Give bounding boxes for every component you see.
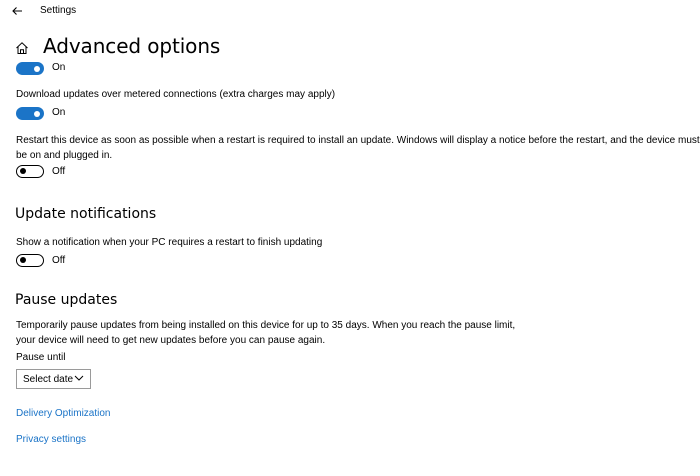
- metered-toggle-state: On: [52, 107, 66, 118]
- notification-description: Show a notification when your PC requires a restart to finish updating: [16, 237, 323, 248]
- pause-date-select[interactable]: [16, 369, 91, 389]
- update-notifications-heading: Update notifications: [15, 206, 157, 222]
- home-button[interactable]: [14, 40, 30, 56]
- select-value: Select date: [23, 373, 74, 385]
- toggle-knob: [34, 111, 40, 117]
- toggle-knob: [20, 168, 26, 174]
- toggle-knob: [20, 257, 26, 263]
- top-toggle-state: On: [52, 62, 66, 73]
- top-toggle[interactable]: [16, 62, 44, 75]
- back-button[interactable]: [8, 3, 26, 19]
- notification-toggle[interactable]: [16, 254, 44, 267]
- restart-toggle-state: Off: [52, 166, 66, 177]
- back-arrow-icon: [11, 6, 23, 16]
- page-title: Advanced options: [43, 34, 221, 58]
- pause-updates-heading: Pause updates: [15, 292, 118, 308]
- metered-description: Download updates over metered connections (extra charges may apply): [16, 89, 336, 100]
- metered-toggle[interactable]: [16, 107, 44, 120]
- pause-until-label: Pause until: [16, 352, 66, 363]
- delivery-optimization-link[interactable]: Delivery Optimization: [16, 408, 111, 419]
- notification-toggle-state: Off: [52, 255, 66, 266]
- home-icon: [15, 41, 29, 55]
- chevron-down-icon: [74, 374, 84, 382]
- restart-description: Restart this device as soon as possible when a restart is required to install an update. Windows will display a notice before the restart, and the device must be on and plugged in.: [16, 135, 700, 161]
- privacy-settings-link[interactable]: Privacy settings: [16, 434, 87, 445]
- pause-description: Temporarily pause updates from being installed on this device for up to 35 days. When you reach the pause limit, your device will need to get new updates before you can pause again.: [16, 320, 516, 346]
- restart-toggle[interactable]: [16, 165, 44, 178]
- toggle-knob: [34, 66, 40, 72]
- window-title: Settings: [40, 5, 77, 16]
